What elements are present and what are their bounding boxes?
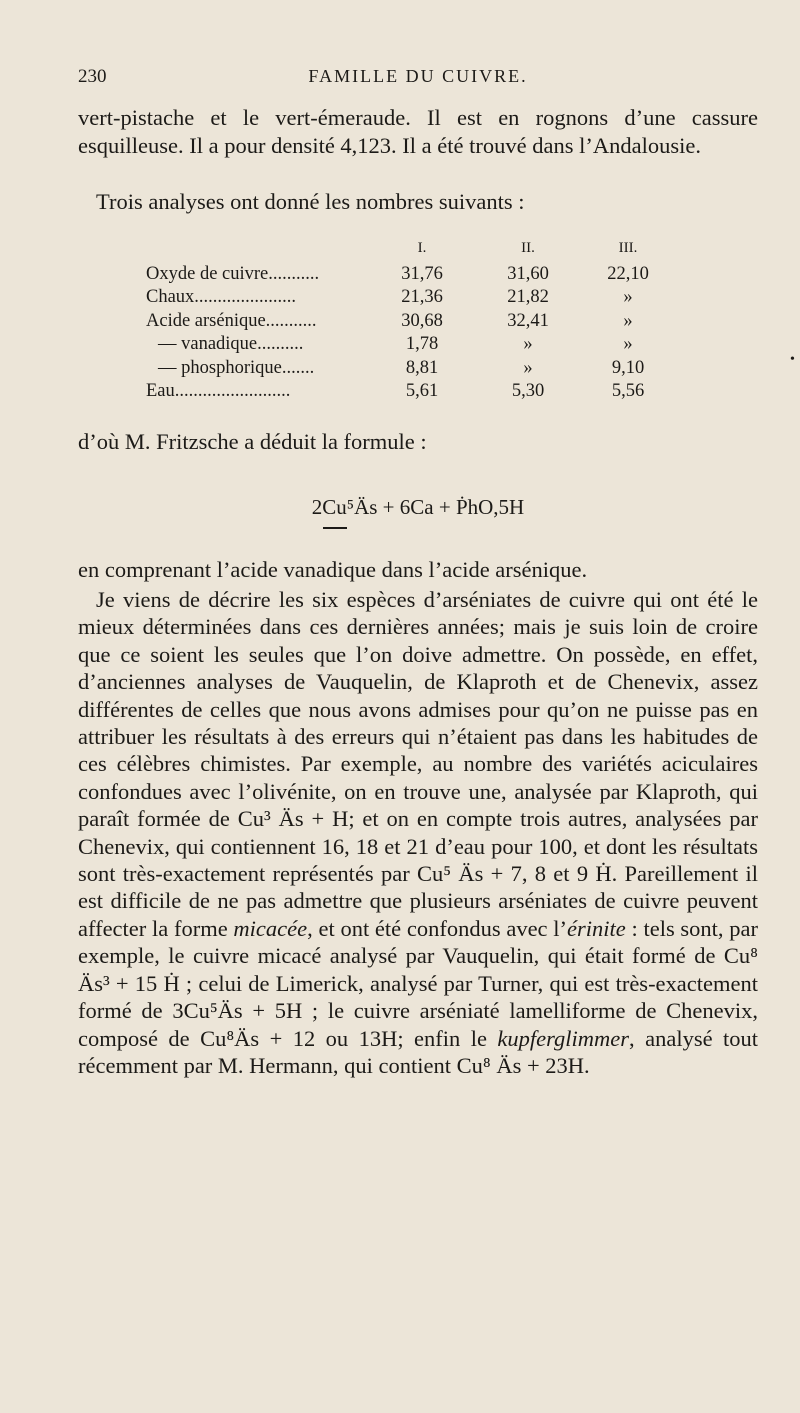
table-row — [146, 264, 666, 288]
formula-underline — [323, 527, 347, 529]
table-cell: » — [623, 287, 633, 307]
margin-mark: • — [790, 352, 795, 367]
analysis-table — [146, 240, 666, 405]
row-label: — phosphorique....... — [158, 357, 315, 378]
table-cell: » — [523, 334, 533, 354]
paragraph-formula-intro: d’où M. Fritzsche a déduit la formule : — [78, 429, 427, 454]
table-cell: 22,10 — [607, 263, 649, 284]
row-label: Chaux...................... — [146, 287, 297, 307]
table-cell: 1,78 — [405, 334, 439, 354]
table-cell: » — [623, 310, 633, 331]
table-cell: » — [623, 334, 633, 354]
italic-term: érinite — [567, 915, 626, 941]
paragraph-vanadique: en comprenant l’acide vanadique dans l’acide arsénique. — [78, 557, 588, 582]
table-cell: 9,10 — [611, 357, 645, 378]
italic-term: micacée — [233, 915, 308, 941]
paragraph-main — [78, 586, 758, 1079]
running-title: FAMILLE DU CUIVRE. — [308, 66, 528, 86]
main-text: , et ont été confondus avec l’ — [307, 915, 568, 941]
page-number: 230 — [78, 66, 107, 87]
main-text: : tels sont, par exemple, le cuivre micacé analysé par Vauquelin, qui était formé de Cu⁸ Äs³ + 15 Ḣ ; celui de Limerick, analysé par Turner, qui est très-exactement formé de 3Cu⁵Äs + 5H ; le cuivre arséniaté lamelliforme de Chenevix, composé de Cu⁸Äs + 12 ou 13H; enfin le — [78, 915, 759, 1051]
column-header: III. — [618, 240, 638, 256]
table-cell: 31,60 — [507, 263, 549, 284]
table-cell: » — [523, 357, 533, 378]
table-cell: 5,56 — [611, 381, 645, 401]
table-row — [146, 358, 666, 382]
table-cell: 21,82 — [507, 287, 549, 307]
table-cell: 8,81 — [405, 357, 439, 378]
table-cell: 5,61 — [405, 381, 439, 401]
column-header: II. — [521, 240, 535, 256]
main-text: , analysé tout récemment par M. Hermann, qui contient Cu⁸ Äs + 23H. — [78, 1025, 758, 1078]
table-row — [146, 381, 666, 405]
paragraph-description: vert-pistache et le vert-émeraude. Il est en rognons d’une cassure esquilleuse. Il a pour densité 4,123. Il a été trouvé dans l’Andalousie. — [78, 105, 758, 158]
table-row — [146, 311, 666, 335]
paragraph-analyses-intro: Trois analyses ont donné les nombres suivants : — [96, 189, 525, 214]
row-label: Acide arsénique........... — [146, 310, 317, 331]
table-row — [146, 287, 666, 311]
table-header-row — [146, 240, 666, 264]
chemical-formula: 2Cu⁵Äs + 6Ca + ṖhO,5H — [311, 495, 525, 519]
column-header: I. — [417, 240, 427, 256]
main-text: Je viens de décrire les six espèces d’arséniates de cuivre qui ont été le mieux déterminées dans ces dernières années; mais je suis loin de croire que ce soient les seules que l’on doive admettre. On possède, en effet, d’anciennes analyses de Vauquelin, de Klaproth et de Chenevix, assez différentes de celles que nous avons admises pour qu’on ne puisse pas en attribuer les résultats à des erreurs qui n’étaient pas dans les habitudes de ces célèbres chimistes. Par exemple, au nombre des variétés aciculaires confondues avec l’olivénite, on en trouve une, analysée par Klaproth, qui paraît formée de Cu³ Äs + H; et on en compte trois autres, analysées par Chenevix, qui contiennent 16, 18 et 21 d’eau pour 100, et dont les résultats sont très-exactement représentés par Cu⁵ Äs + 7, 8 et 9 Ḣ. Pareillement il est difficile de ne pas admettre que plusieurs arséniates de cuivre peuvent affecter la forme — [78, 587, 758, 941]
table-cell: 31,76 — [401, 263, 443, 284]
italic-term: kupferglimmer — [497, 1025, 630, 1051]
row-label: — vanadique.......... — [158, 334, 304, 354]
table-cell: 30,68 — [401, 310, 443, 331]
table-cell: 21,36 — [401, 287, 443, 307]
page-header — [78, 66, 758, 96]
row-label: Eau......................... — [146, 381, 291, 401]
table-cell: 5,30 — [511, 381, 545, 401]
table-row — [146, 334, 666, 358]
row-label: Oxyde de cuivre........... — [146, 263, 320, 284]
table-cell: 32,41 — [507, 310, 549, 331]
